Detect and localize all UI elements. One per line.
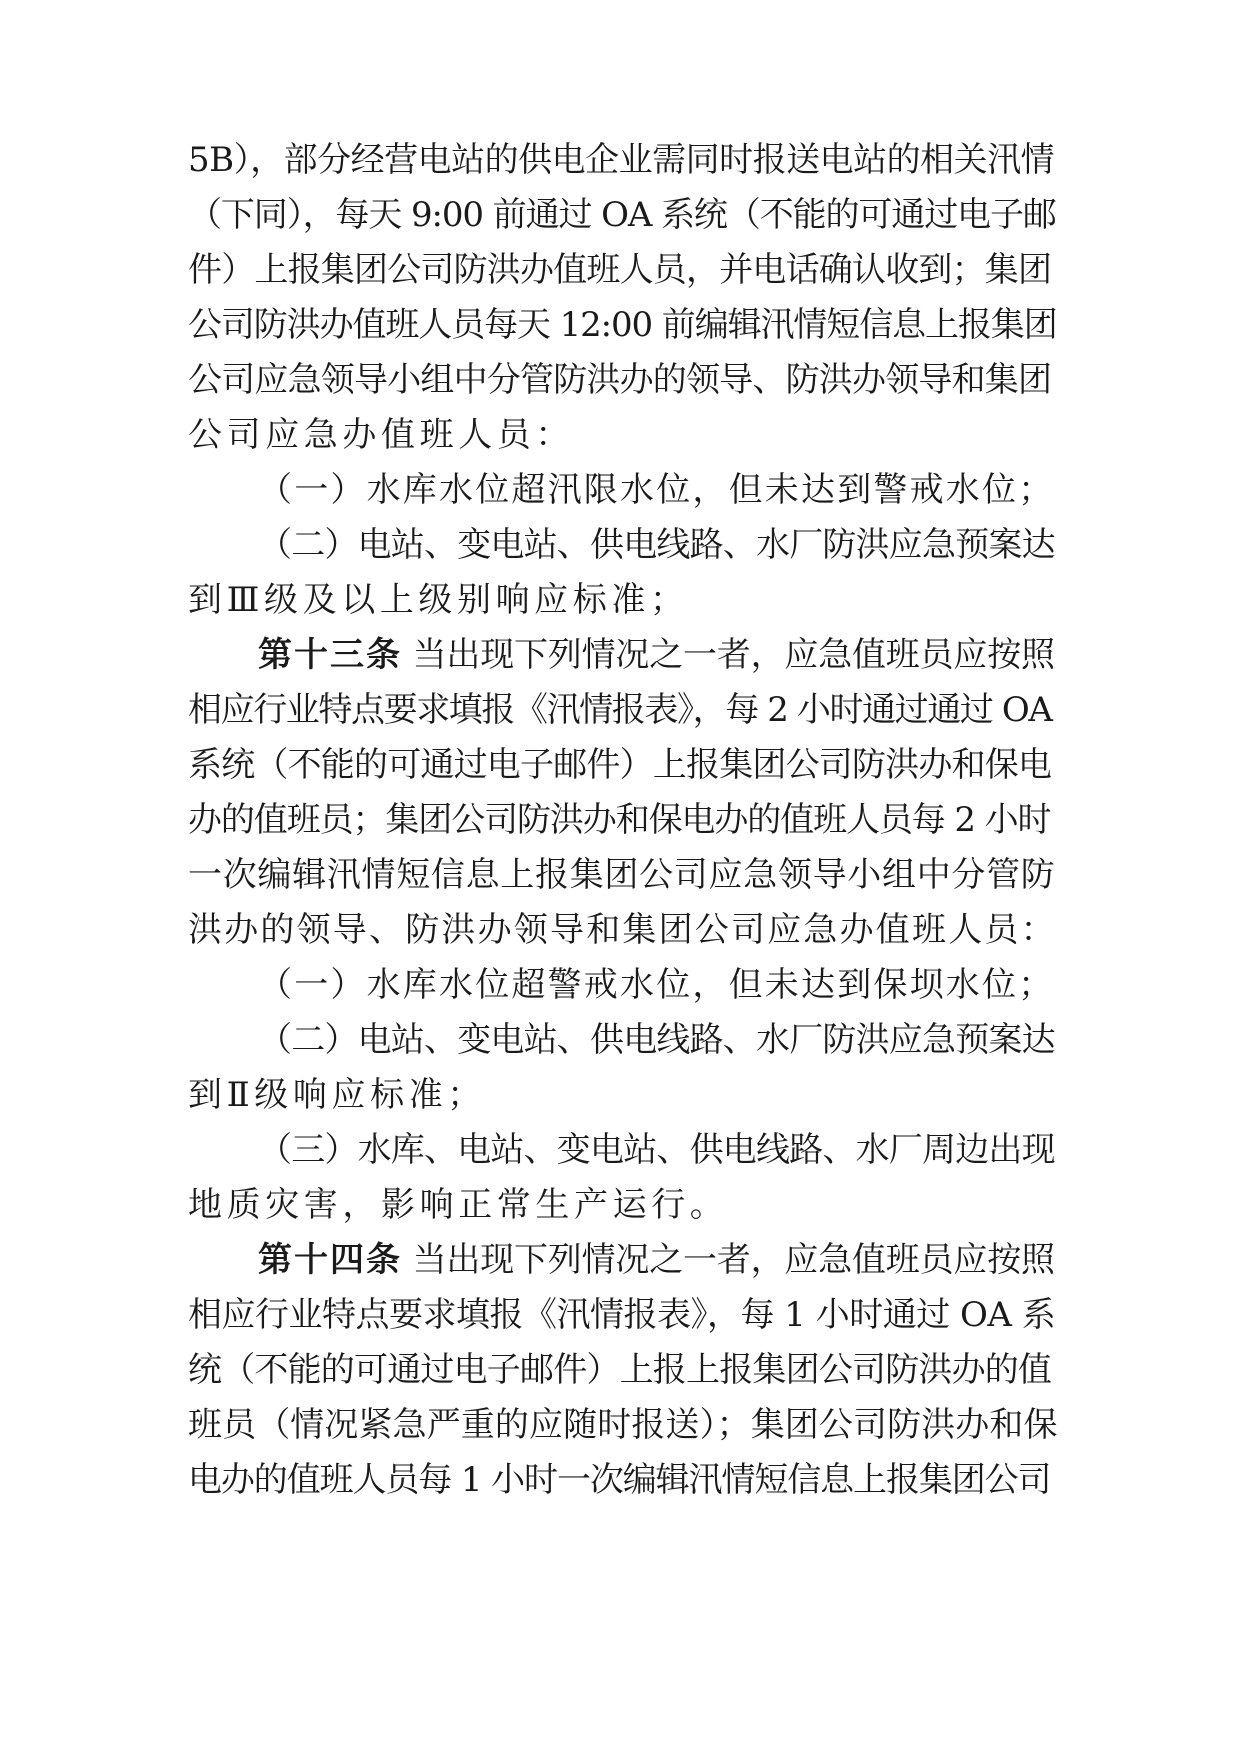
paragraph-line: 办的值班员；集团公司防洪办和保电办的值班人员每 2 小时	[188, 800, 1051, 840]
paragraph-line: 到Ⅲ级及以上级别响应标准；	[188, 580, 689, 620]
paragraph-line: 5B），部分经营电站的供电企业需同时报送电站的相关汛情	[188, 140, 1055, 180]
paragraph-line: 系统（不能的可通过电子邮件）上报集团公司防洪办和保电	[188, 745, 1052, 785]
article-heading-line	[258, 1238, 1058, 1282]
paragraph-line: 公司应急办值班人员：	[188, 415, 574, 455]
paragraph-line: 公司应急领导小组中分管防洪办的领导、防洪办领导和集团	[188, 360, 1052, 400]
list-item-line: （三）水库、电站、变电站、供电线路、水厂周边出现	[258, 1130, 1055, 1170]
paragraph-line: 件）上报集团公司防洪办值班人员，并电话确认收到；集团	[188, 250, 1052, 290]
paragraph-line: 到Ⅱ级响应标准；	[188, 1075, 486, 1115]
paragraph-line: 电办的值班人员每 1 小时一次编辑汛情短信息上报集团公司	[188, 1460, 1051, 1500]
paragraph-line: 相应行业特点要求填报《汛情报表》，每 2 小时通过通过 OA	[188, 690, 1052, 730]
paragraph-line: 洪办的领导、防洪办领导和集团公司应急办值班人员：	[188, 910, 1057, 950]
article-14-text: 当出现下列情况之一者，应急值班员应按照	[412, 1240, 1055, 1280]
article-14-title: 第十四条	[258, 1240, 402, 1280]
paragraph-line: 地质灾害，影响正常生产运行。	[188, 1185, 729, 1225]
paragraph-line: （下同），每天 9:00 前通过 OA 系统（不能的可通过电子邮	[188, 195, 1056, 235]
article-13-text: 当出现下列情况之一者，应急值班员应按照	[412, 635, 1055, 675]
paragraph-line: 一次编辑汛情短信息上报集团公司应急领导小组中分管防	[188, 855, 1056, 895]
article-13-title: 第十三条	[258, 635, 402, 675]
paragraph-line: 统（不能的可通过电子邮件）上报上报集团公司防洪办的值	[188, 1350, 1052, 1390]
paragraph-line: 班员（情况紧急严重的应随时报送）；集团公司防洪办和保	[188, 1405, 1058, 1445]
list-item-line: （一）水库水位超汛限水位，但未达到警戒水位；	[258, 470, 1055, 510]
list-item-line: （二）电站、变电站、供电线路、水厂防洪应急预案达	[258, 1020, 1055, 1060]
paragraph-line: 公司防洪办值班人员每天 12:00 前编辑汛情短信息上报集团	[188, 305, 1057, 345]
list-item-line: （二）电站、变电站、供电线路、水厂防洪应急预案达	[258, 525, 1055, 565]
list-item-line: （一）水库水位超警戒水位，但未达到保坝水位；	[258, 965, 1055, 1005]
article-heading-line	[258, 633, 1058, 677]
paragraph-line: 相应行业特点要求填报《汛情报表》，每 1 小时通过 OA 系	[188, 1295, 1056, 1335]
